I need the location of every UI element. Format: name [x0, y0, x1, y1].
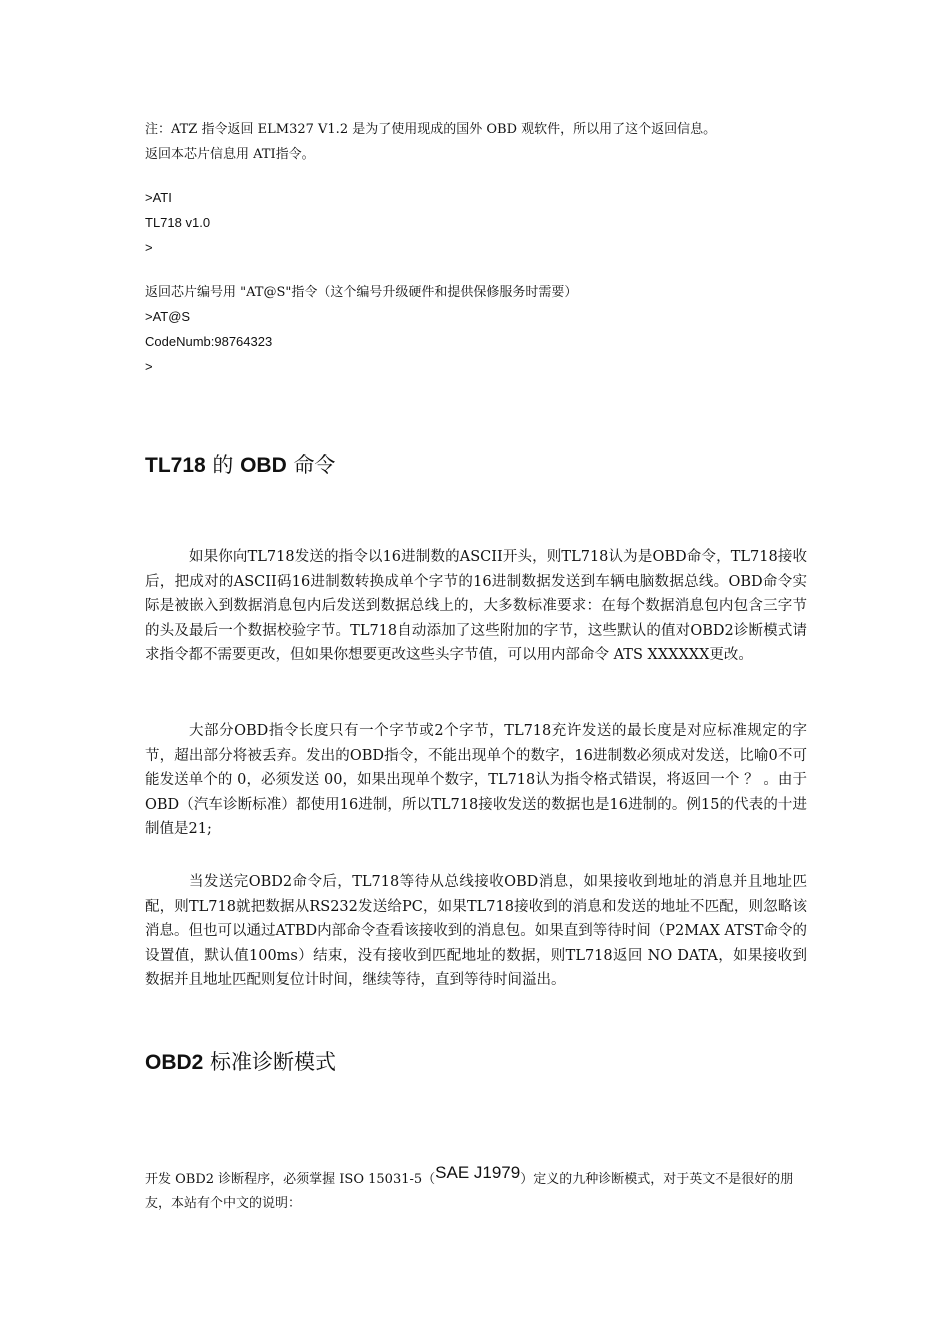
paragraph-diagnostic-modes [145, 1163, 807, 1216]
note-atz: 注：ATZ 指令返回 ELM327 V1.2 是为了使用现成的国外 OBD 观软件，所以用了这个返回信息。 [145, 122, 717, 137]
heading-part: OBD [240, 454, 287, 477]
ati-response: TL718 v1.0 [145, 215, 211, 230]
ati-command: >ATI [145, 190, 172, 205]
paragraph-obd-intro: 如果你向TL718发送的指令以16进制数的ASCII开头，则TL718认为是OBD命令，TL718接收后，把成对的ASCII码16进制数转换成单个字节的16进制数据发送到车辆电脑数据总线。OBD命令实际是被嵌入到数据消息包内后发送到数据总线上的，大多数标准要求：在每个数据消息包内包含三字节的头及最后一个数据校验字节。TL718自动添加了这些附加的字节，这些默认的值对OBD2诊断模式请求指令都不需要更改，但如果你想要更改这些头字节值，可以用内部命令 ATS XXXXXX更改。 [145, 549, 807, 664]
paragraph-obd-length: 大部分OBD指令长度只有一个字节或2个字节，TL718充许发送的最长度是对应标准规定的字节，超出部分将被丢弃。发出的OBD指令，不能出现单个的数字，16进制数必须成对发送，比喻0不可能发送单个的 0，必须发送 00，如果出现单个数字，TL718认为指令格式错误，将返回一个 ？ 。由于OBD（汽车诊断标准）都使用16进制，所以TL718接收发送的数据也是16进制的。例15的代表的十进制值是21; [145, 723, 807, 838]
heading-part: TL718 [145, 454, 206, 477]
ati-prompt: > [145, 240, 153, 255]
heading-part: 标准诊断模式 [210, 1050, 337, 1074]
heading-part: 命令 [293, 453, 336, 477]
heading-part: 的 [212, 453, 234, 477]
text-part: ）定义的九种诊断模式，对于英文不是很好的朋友，本站有个中文的说明： [145, 1172, 794, 1211]
note-ati: 返回本芯片信息用 ATI指令。 [145, 147, 315, 162]
text-part: 开发 OBD2 诊断程序，必须掌握 ISO 15031-5（ [145, 1172, 436, 1187]
serial-command: >AT@S [145, 309, 191, 324]
section-heading-obd-commands [145, 452, 335, 479]
section-heading-obd2-modes [145, 1049, 336, 1076]
serial-prompt: > [145, 359, 153, 374]
serial-intro: 返回芯片编号用 "AT@S"指令（这个编号升级硬件和提供保修服务时需要） [145, 285, 578, 300]
paragraph-obd-response: 当发送完OBD2命令后，TL718等待从总线接收OBD消息，如果接收到地址的消息并且地址匹配，则TL718就把数据从RS232发送给PC，如果TL718接收到的消息和发送的地址不匹配，则忽略该消息。但也可以通过ATBD内部命令查看该接收到的消息包。如果直到等待时间（P2MAX ATST命令的设置值，默认值100ms）结束，没有接收到匹配地址的数据，则TL718返回 NO DATA，如果接收到数据并且地址匹配则复位计时间，继续等待，直到等待时间溢出。 [145, 874, 807, 989]
serial-response: CodeNumb:98764323 [145, 334, 273, 349]
sae-standard: SAE J1979 [435, 1163, 521, 1182]
heading-part: OBD2 [145, 1051, 204, 1074]
